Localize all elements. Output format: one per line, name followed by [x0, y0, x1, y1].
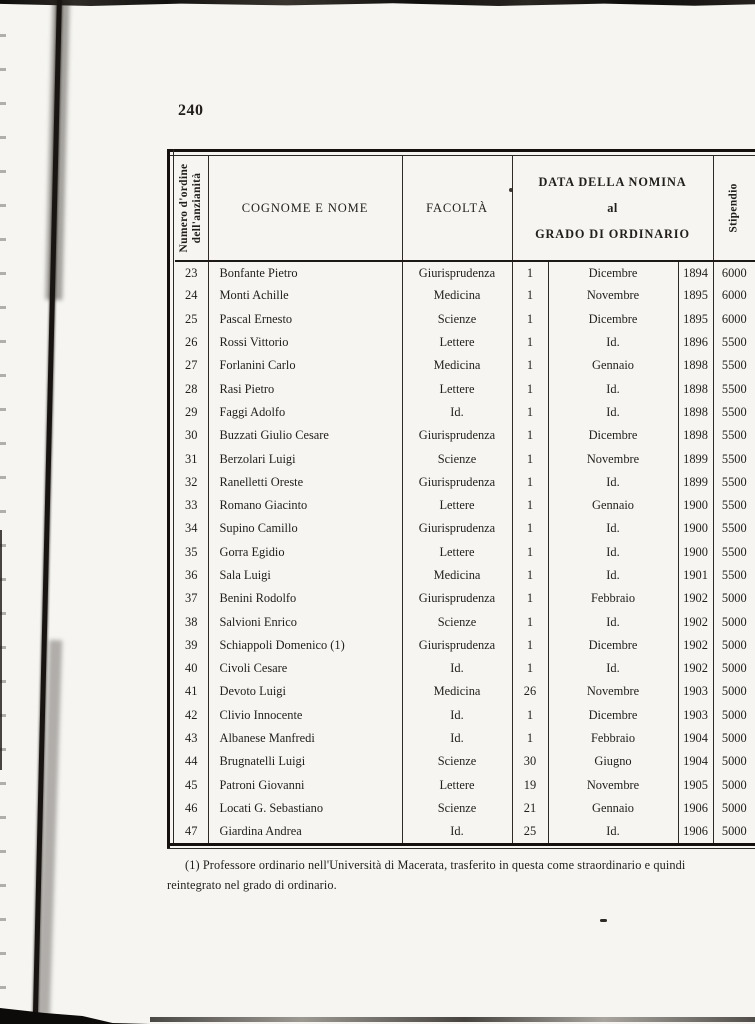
cell-month: Dicembre: [548, 634, 678, 657]
footnote-line2: reintegrato nel grado di ordinario.: [167, 878, 337, 892]
cell-facolta: Giurisprudenza: [402, 517, 512, 540]
cell-name: Supino Camillo: [208, 517, 402, 540]
cell-year: 1900: [678, 541, 713, 564]
scan-artifact-edge-sliver: [0, 530, 2, 770]
cell-numero: 30: [175, 424, 208, 447]
header-stipendio: [713, 156, 755, 261]
cell-year: 1898: [678, 377, 713, 400]
cell-day: 1: [512, 634, 548, 657]
cell-facolta: Scienze: [402, 610, 512, 633]
cell-day: 21: [512, 797, 548, 820]
cell-year: 1899: [678, 447, 713, 470]
cell-name: Schiappoli Domenico (1): [208, 634, 402, 657]
cell-stipendio: 5500: [721, 498, 747, 513]
cell-numero: 44: [175, 750, 208, 773]
table-row: [175, 308, 755, 331]
cell-day: 1: [512, 704, 548, 727]
header-data-line3: GRADO DI ORDINARIO: [535, 227, 690, 241]
cell-name: Devoto Luigi: [208, 680, 402, 703]
table-row: [175, 401, 755, 424]
cell-stipendio: 5500: [721, 428, 747, 443]
cell-numero: 27: [175, 354, 208, 377]
cell-year: 1898: [678, 401, 713, 424]
cell-month: Id.: [548, 564, 678, 587]
cell-stipendio: 5000: [721, 777, 747, 792]
footnote: [167, 855, 755, 895]
cell-numero: 28: [175, 377, 208, 400]
cell-year: 1903: [678, 704, 713, 727]
cell-facolta: Id.: [402, 704, 512, 727]
cell-month: Id.: [548, 541, 678, 564]
cell-name: Rossi Vittorio: [208, 331, 402, 354]
cell-month: Giugno: [548, 750, 678, 773]
cell-name: Rasi Pietro: [208, 377, 402, 400]
cell-name: Gorra Egidio: [208, 541, 402, 564]
table-row: [175, 471, 755, 494]
cell-day: 1: [512, 331, 548, 354]
cell-month: Novembre: [548, 680, 678, 703]
cell-stipendio: 5000: [721, 754, 747, 769]
cell-numero: 25: [175, 308, 208, 331]
table-row: [175, 284, 755, 307]
cell-stipendio: 5500: [721, 544, 747, 559]
cell-day: 19: [512, 774, 548, 797]
cell-name: Forlanini Carlo: [208, 354, 402, 377]
header-facolta: FACOLTÀ: [402, 156, 512, 261]
cell-name: Sala Luigi: [208, 564, 402, 587]
table-border-left: [167, 149, 170, 848]
cell-name: Albanese Manfredi: [208, 727, 402, 750]
cell-month: Novembre: [548, 774, 678, 797]
table-row: [175, 704, 755, 727]
cell-day: 1: [512, 564, 548, 587]
cell-name: Berzolari Luigi: [208, 447, 402, 470]
cell-month: Id.: [548, 331, 678, 354]
cell-numero: 35: [175, 541, 208, 564]
cell-name: Clivio Innocente: [208, 704, 402, 727]
cell-month: Gennaio: [548, 797, 678, 820]
cell-name: Monti Achille: [208, 284, 402, 307]
footnote-line1: (1) Professore ordinario nell'Università di Macerata, trasferito in questa come straordinario e quindi: [185, 858, 686, 872]
cell-facolta: Scienze: [402, 447, 512, 470]
table-row: [175, 774, 755, 797]
header-data-line1: DATA DELLA NOMINA: [538, 175, 687, 189]
cell-stipendio: 6000: [721, 311, 747, 326]
table-row: [175, 820, 755, 843]
cell-stipendio: 5500: [721, 451, 747, 466]
table-row: [175, 261, 755, 284]
cell-numero: 41: [175, 680, 208, 703]
cell-stipendio: 5000: [721, 707, 747, 722]
cell-month: Id.: [548, 377, 678, 400]
cell-name: Salvioni Enrico: [208, 610, 402, 633]
cell-month: Febbraio: [548, 727, 678, 750]
cell-stipendio: 5000: [721, 637, 747, 652]
table-border-bottom-inner: [167, 848, 755, 849]
table-row: [175, 587, 755, 610]
cell-day: 1: [512, 424, 548, 447]
table: [175, 156, 755, 843]
cell-year: 1904: [678, 750, 713, 773]
cell-facolta: Giurisprudenza: [402, 261, 512, 284]
cell-year: 1898: [678, 424, 713, 447]
scan-artifact-top-edge: [0, 0, 755, 6]
cell-numero: 45: [175, 774, 208, 797]
cell-month: Novembre: [548, 447, 678, 470]
cell-year: 1901: [678, 564, 713, 587]
table-row: [175, 564, 755, 587]
cell-year: 1898: [678, 354, 713, 377]
cell-year: 1906: [678, 797, 713, 820]
cell-facolta: Medicina: [402, 284, 512, 307]
cell-numero: 43: [175, 727, 208, 750]
table-row: [175, 494, 755, 517]
scan-artifact-smudge: [37, 640, 63, 1020]
cell-day: 1: [512, 657, 548, 680]
cell-day: 1: [512, 401, 548, 424]
cell-month: Id.: [548, 657, 678, 680]
cell-month: Dicembre: [548, 308, 678, 331]
cell-month: Dicembre: [548, 261, 678, 284]
table-body: [175, 261, 755, 843]
cell-name: Giardina Andrea: [208, 820, 402, 843]
cell-name: Ranelletti Oreste: [208, 471, 402, 494]
header-data-line2: al: [607, 201, 618, 215]
cell-day: 1: [512, 471, 548, 494]
scan-artifact-bottom-edge: [150, 1017, 755, 1022]
cell-numero: 47: [175, 820, 208, 843]
cell-facolta: Lettere: [402, 331, 512, 354]
cell-month: Id.: [548, 610, 678, 633]
table-border-top: [167, 149, 755, 152]
table-row: [175, 634, 755, 657]
cell-stipendio: 5500: [721, 474, 747, 489]
cell-facolta: Giurisprudenza: [402, 471, 512, 494]
cell-day: 1: [512, 541, 548, 564]
header-numero-line1: Numero d'ordine: [178, 163, 191, 253]
cell-stipendio: 5000: [721, 800, 747, 815]
cell-facolta: Id.: [402, 657, 512, 680]
cell-day: 1: [512, 261, 548, 284]
scan-artifact-edge-ticks: [0, 0, 6, 1024]
cell-numero: 42: [175, 704, 208, 727]
cell-month: Novembre: [548, 284, 678, 307]
header-numero-anzianita: [175, 156, 208, 261]
cell-name: Buzzati Giulio Cesare: [208, 424, 402, 447]
cell-numero: 34: [175, 517, 208, 540]
cell-numero: 40: [175, 657, 208, 680]
cell-day: 1: [512, 447, 548, 470]
header-stipendio-label: Stipendio: [727, 183, 740, 233]
cell-facolta: Lettere: [402, 377, 512, 400]
cell-stipendio: 5000: [721, 684, 747, 699]
cell-year: 1895: [678, 308, 713, 331]
cell-stipendio: 5000: [721, 824, 747, 839]
cell-name: Bonfante Pietro: [208, 261, 402, 284]
cell-facolta: Medicina: [402, 680, 512, 703]
cell-numero: 29: [175, 401, 208, 424]
table-row: [175, 750, 755, 773]
cell-year: 1894: [678, 261, 713, 284]
scan-artifact-bottom-left-blob: [0, 1004, 150, 1024]
cell-month: Gennaio: [548, 354, 678, 377]
cell-facolta: Scienze: [402, 750, 512, 773]
cell-day: 1: [512, 727, 548, 750]
table-row: [175, 331, 755, 354]
table-row: [175, 354, 755, 377]
cell-numero: 46: [175, 797, 208, 820]
cell-year: 1903: [678, 680, 713, 703]
cell-stipendio: 5500: [721, 568, 747, 582]
cell-name: Pascal Ernesto: [208, 308, 402, 331]
cell-year: 1900: [678, 517, 713, 540]
cell-name: Patroni Giovanni: [208, 774, 402, 797]
cell-name: Civoli Cesare: [208, 657, 402, 680]
cell-stipendio: 5500: [721, 381, 747, 396]
cell-year: 1902: [678, 657, 713, 680]
cell-day: 30: [512, 750, 548, 773]
table-row: [175, 797, 755, 820]
cell-day: 1: [512, 610, 548, 633]
table-row: [175, 727, 755, 750]
cell-stipendio: 5500: [721, 358, 747, 373]
cell-numero: 32: [175, 471, 208, 494]
cell-numero: 24: [175, 284, 208, 307]
cell-day: 1: [512, 377, 548, 400]
cell-month: Id.: [548, 471, 678, 494]
cell-year: 1895: [678, 284, 713, 307]
cell-numero: 39: [175, 634, 208, 657]
cell-year: 1906: [678, 820, 713, 843]
table-row: [175, 541, 755, 564]
cell-name: Brugnatelli Luigi: [208, 750, 402, 773]
cell-day: 25: [512, 820, 548, 843]
cell-numero: 33: [175, 494, 208, 517]
cell-facolta: Id.: [402, 727, 512, 750]
cell-facolta: Giurisprudenza: [402, 587, 512, 610]
cell-stipendio: 6000: [721, 288, 747, 303]
cell-month: Id.: [548, 401, 678, 424]
table-row: [175, 657, 755, 680]
cell-numero: 36: [175, 564, 208, 587]
cell-month: Febbraio: [548, 587, 678, 610]
cell-name: Benini Rodolfo: [208, 587, 402, 610]
cell-stipendio: 5500: [721, 521, 747, 536]
cell-stipendio: 5000: [721, 591, 747, 606]
cell-stipendio: 5000: [721, 731, 747, 746]
cell-stipendio: 5500: [721, 404, 747, 419]
cell-year: 1905: [678, 774, 713, 797]
cell-facolta: Scienze: [402, 308, 512, 331]
table-border-left-inner: [173, 149, 174, 844]
cell-year: 1902: [678, 610, 713, 633]
cell-year: 1902: [678, 587, 713, 610]
scan-artifact-binding-line: [32, 0, 62, 1024]
cell-year: 1900: [678, 494, 713, 517]
cell-facolta: Medicina: [402, 564, 512, 587]
cell-facolta: Scienze: [402, 797, 512, 820]
cell-month: Id.: [548, 820, 678, 843]
table-border-bottom: [167, 843, 755, 846]
cell-facolta: Lettere: [402, 541, 512, 564]
cell-month: Dicembre: [548, 704, 678, 727]
table-header-row: [175, 156, 755, 261]
cell-numero: 31: [175, 447, 208, 470]
table-row: [175, 377, 755, 400]
scan-artifact-smudge: [45, 0, 69, 300]
cell-numero: 38: [175, 610, 208, 633]
scan-artifact-speck: [600, 919, 607, 922]
cell-year: 1904: [678, 727, 713, 750]
table-row: [175, 447, 755, 470]
header-cognome-e-nome: COGNOME E NOME: [208, 156, 402, 261]
cell-day: 1: [512, 494, 548, 517]
cell-day: 26: [512, 680, 548, 703]
cell-year: 1902: [678, 634, 713, 657]
professors-table: [167, 149, 755, 851]
cell-numero: 26: [175, 331, 208, 354]
cell-name: Locati G. Sebastiano: [208, 797, 402, 820]
table-row: [175, 610, 755, 633]
cell-facolta: Id.: [402, 401, 512, 424]
cell-facolta: Giurisprudenza: [402, 424, 512, 447]
cell-day: 1: [512, 354, 548, 377]
cell-facolta: Lettere: [402, 494, 512, 517]
cell-name: Romano Giacinto: [208, 494, 402, 517]
cell-stipendio: 5000: [721, 661, 747, 676]
page-number: 240: [178, 102, 204, 119]
table-row: [175, 517, 755, 540]
cell-stipendio: 5500: [721, 335, 747, 350]
cell-month: Gennaio: [548, 494, 678, 517]
cell-facolta: Id.: [402, 820, 512, 843]
cell-month: Id.: [548, 517, 678, 540]
header-data-nomina: [512, 156, 713, 261]
table-row: [175, 424, 755, 447]
cell-year: 1896: [678, 331, 713, 354]
cell-year: 1899: [678, 471, 713, 494]
cell-numero: 37: [175, 587, 208, 610]
cell-facolta: Lettere: [402, 774, 512, 797]
cell-day: 1: [512, 517, 548, 540]
cell-facolta: Medicina: [402, 354, 512, 377]
cell-facolta: Giurisprudenza: [402, 634, 512, 657]
table-row: [175, 680, 755, 703]
cell-name: Faggi Adolfo: [208, 401, 402, 424]
cell-day: 1: [512, 284, 548, 307]
cell-numero: 23: [175, 261, 208, 284]
cell-day: 1: [512, 587, 548, 610]
cell-month: Dicembre: [548, 424, 678, 447]
header-numero-line2: dell'anzianità: [191, 172, 204, 244]
cell-stipendio: 6000: [721, 265, 747, 280]
cell-day: 1: [512, 308, 548, 331]
cell-stipendio: 5000: [721, 614, 747, 629]
